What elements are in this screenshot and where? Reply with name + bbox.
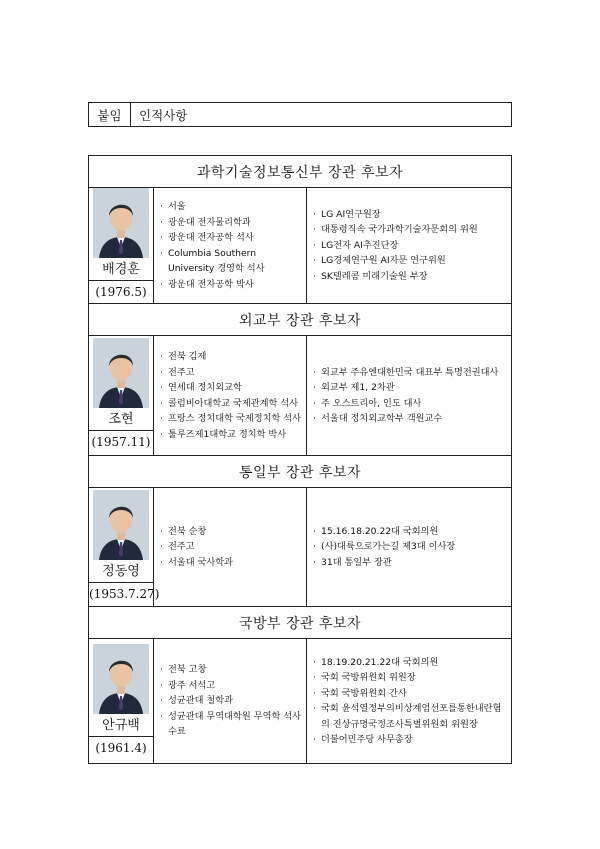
candidate-birth: (1953.7.27) bbox=[89, 582, 153, 605]
section-heading-row bbox=[89, 304, 512, 336]
career-item: · 서울대 정치외교학부 객원교수 bbox=[313, 411, 507, 427]
career-item: · 외교부 제1, 2차관 bbox=[313, 380, 507, 396]
education-cell bbox=[154, 639, 307, 764]
education-item: · 전주고 bbox=[160, 365, 302, 381]
candidate-profile bbox=[89, 336, 154, 456]
candidate-name: 배경훈 bbox=[102, 262, 140, 277]
education-item: · 전주고 bbox=[160, 539, 302, 555]
career-item: · 31대 통일부 장관 bbox=[313, 555, 507, 571]
education-item: · Columbia Southern University 경영학 석사 bbox=[160, 246, 302, 277]
section-heading: 국방부 장관 후보자 bbox=[89, 607, 512, 639]
candidate-profile bbox=[89, 639, 154, 764]
career-item: · LG경제연구원 AI자문 연구위원 bbox=[313, 253, 507, 269]
education-item: · 성균관대 철학과 bbox=[160, 693, 302, 709]
education-item: · 광운대 전자물리학과 bbox=[160, 215, 302, 231]
career-cell bbox=[307, 488, 512, 607]
candidate-row bbox=[89, 188, 512, 304]
career-item: · 국회 국방위원회 위원장 bbox=[313, 670, 507, 686]
section-heading: 통일부 장관 후보자 bbox=[89, 456, 512, 488]
section-heading: 과학기술정보통신부 장관 후보자 bbox=[89, 156, 512, 188]
candidate-name: 조현 bbox=[108, 412, 134, 427]
candidate-birth: (1961.4) bbox=[89, 736, 153, 759]
education-item: · 전북 김제 bbox=[160, 349, 302, 365]
education-item: · 프랑스 정치대학 국제정치학 석사 bbox=[160, 411, 302, 427]
education-cell bbox=[154, 336, 307, 456]
career-item: · 15.16.18.20.22대 국회의원 bbox=[313, 524, 507, 540]
candidate-row bbox=[89, 336, 512, 456]
career-item: · SK텔레콤 미래기술원 부장 bbox=[313, 269, 507, 285]
candidate-profile bbox=[89, 488, 160, 607]
education-item: · 툴루즈제1대학교 정치학 박사 bbox=[160, 427, 302, 443]
education-item: · 전북 순창 bbox=[160, 524, 302, 540]
portrait-photo bbox=[93, 188, 149, 258]
education-item: · 전북 고창 bbox=[160, 662, 302, 678]
career-cell bbox=[307, 336, 512, 456]
career-item: · 국회 윤석열정부의비상계엄선포를통한내란혐의 진상규명국정조사특별위원회 위원장 bbox=[313, 701, 507, 732]
career-item: · 주 오스트리아, 인도 대사 bbox=[313, 396, 507, 412]
career-cell bbox=[307, 188, 512, 304]
education-item: · 광주 서석고 bbox=[160, 678, 302, 694]
section-heading-row bbox=[89, 607, 512, 639]
education-item: · 서울대 국사학과 bbox=[160, 555, 302, 571]
portrait-photo bbox=[93, 490, 149, 560]
education-item: · 성균관대 무역대학원 무역학 석사 수료 bbox=[160, 709, 302, 740]
candidates-table bbox=[88, 155, 512, 764]
section-heading: 외교부 장관 후보자 bbox=[89, 304, 512, 336]
attachment-header bbox=[88, 102, 512, 127]
section-heading-row bbox=[89, 456, 512, 488]
career-item: · LG AI연구원장 bbox=[313, 207, 507, 223]
portrait-photo bbox=[93, 644, 149, 714]
career-item: · 국회 국방위원회 간사 bbox=[313, 686, 507, 702]
attachment-title: 인적사항 bbox=[139, 107, 188, 123]
education-item: · 연세대 정치외교학 bbox=[160, 380, 302, 396]
career-item: · LG전자 AI추진단장 bbox=[313, 238, 507, 254]
career-item: · 대통령직속 국가과학기술자문회의 위원 bbox=[313, 222, 507, 238]
career-item: · 18.19.20.21.22대 국회의원 bbox=[313, 655, 507, 671]
candidate-name: 정동영 bbox=[102, 563, 140, 579]
career-item: · (사)대륙으로가는길 제3대 이사장 bbox=[313, 539, 507, 555]
career-item: · 더불어민주당 사무총장 bbox=[313, 732, 507, 748]
candidate-birth: (1976.5) bbox=[89, 280, 153, 303]
section-heading-row bbox=[89, 156, 512, 188]
candidate-birth: (1957.11) bbox=[89, 430, 153, 453]
education-cell bbox=[154, 488, 307, 607]
career-cell bbox=[307, 639, 512, 764]
portrait-photo bbox=[93, 338, 149, 408]
education-item: · 광운대 전자공학 석사 bbox=[160, 230, 302, 246]
candidate-row bbox=[89, 488, 512, 607]
candidate-name: 안규백 bbox=[102, 717, 140, 733]
education-item: · 서울 bbox=[160, 199, 302, 215]
attachment-tag: 붙임 bbox=[89, 103, 131, 126]
candidate-row bbox=[89, 639, 512, 764]
education-item: · 광운대 전자공학 박사 bbox=[160, 277, 302, 293]
career-item: · 외교부 주유엔대한민국 대표부 특명전권대사 bbox=[313, 365, 507, 381]
education-cell bbox=[154, 188, 307, 304]
education-item: · 콜럼비아대학교 국제관계학 석사 bbox=[160, 396, 302, 412]
candidate-profile bbox=[89, 188, 154, 304]
